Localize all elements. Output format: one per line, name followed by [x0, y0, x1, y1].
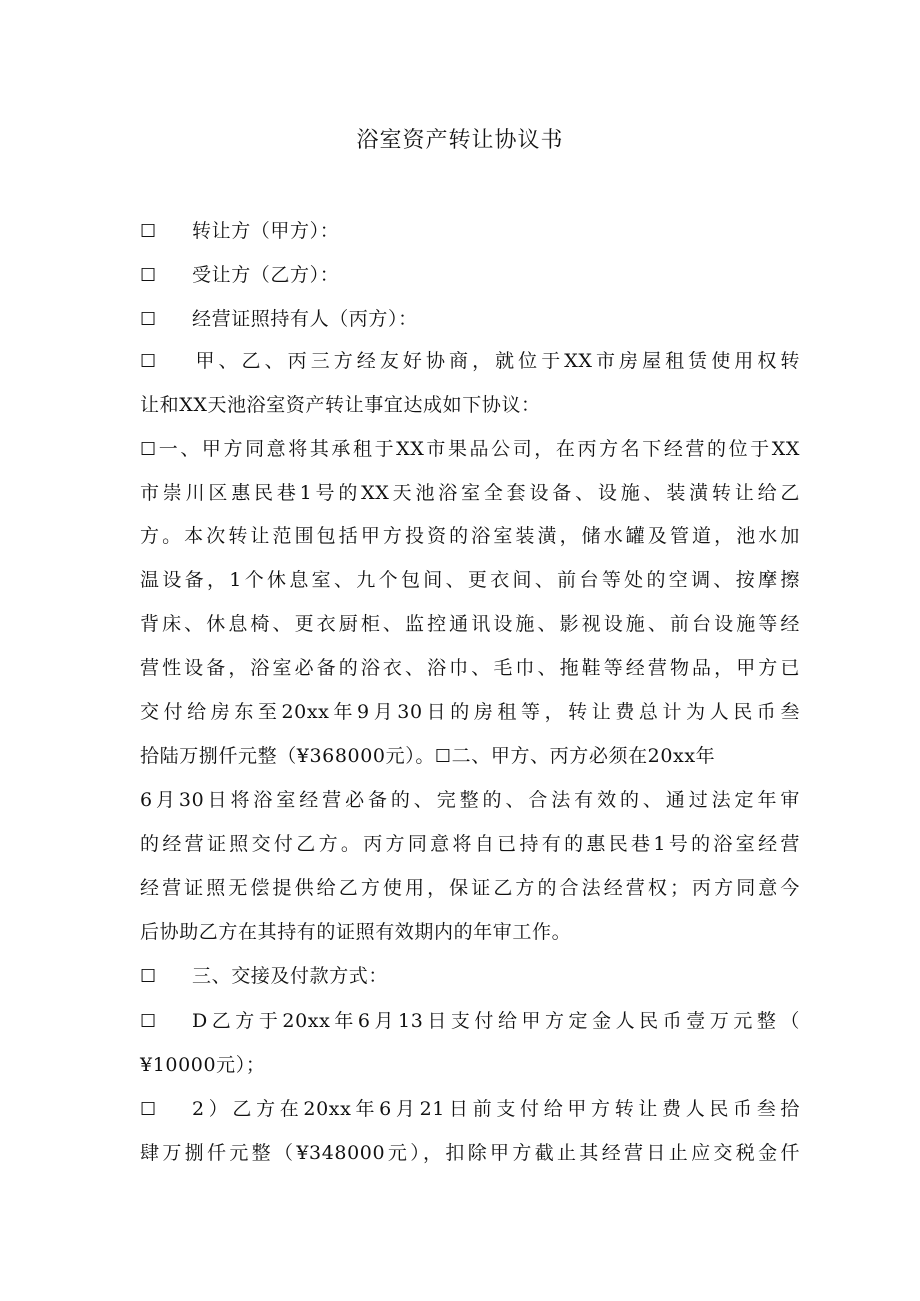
clause-two-line-3: 的经营证照交付乙方。丙方同意将自已持有的惠民巷1号的浴室经营 [140, 833, 800, 855]
clause-two-line-2: 6月30日将浴室经营必备的、完整的、合法有效的、通过法定年审 [140, 789, 800, 811]
clause-one-line-1 [140, 433, 800, 466]
page-title: 浴室资产转让协议书 [356, 128, 564, 153]
checkbox-icon: ☐ [140, 1099, 157, 1120]
checkbox-icon: ☐ [140, 439, 157, 460]
line-text: 二、甲方、丙方必须在20xx年 [451, 745, 716, 767]
party-b-line [140, 259, 800, 292]
line-text: 拾陆万捌仟元整（¥368000元）。 [140, 745, 435, 767]
line-text: 经营证照持有人（丙方）： [192, 308, 418, 330]
clause-one-two-line [140, 740, 800, 773]
payment-item-2-line-1 [140, 1093, 800, 1126]
clause-one-line-7: 交付给房东至20xx年9月30日的房租等，转让费总计为人民币叁 [140, 701, 800, 723]
checkbox-icon: ☐ [140, 966, 157, 987]
preamble-line-1 [140, 345, 800, 378]
checkbox-icon: ☐ [140, 309, 157, 330]
line-text: 受让方（乙方）： [192, 264, 340, 286]
party-a-line [140, 215, 800, 248]
clause-two-line-5: 后协助乙方在其持有的证照有效期内的年审工作。 [140, 921, 572, 943]
checkbox-icon: ☐ [140, 221, 157, 242]
clause-one-line-3: 方。本次转让范围包括甲方投资的浴室装潢，储水罐及管道，池水加 [140, 525, 800, 547]
preamble-line-2: 让和XX天池浴室资产转让事宜达成如下协议： [140, 394, 541, 416]
checkbox-icon: ☐ [140, 351, 157, 372]
line-text: 甲、乙、丙三方经友好协商，就位于XX市房屋租赁使用权转 [192, 350, 800, 372]
clause-two-line-4: 经营证照无偿提供给乙方使用，保证乙方的合法经营权；丙方同意今 [140, 877, 800, 899]
line-text: 2）乙方在20xx年6月21日前支付给甲方转让费人民币叁拾 [192, 1098, 800, 1120]
clause-one-line-4: 温设备，1个休息室、九个包间、更衣间、前台等处的空调、按摩擦 [140, 569, 800, 591]
payment-item-1-line-1 [140, 1005, 800, 1038]
checkbox-icon: ☐ [434, 746, 452, 767]
line-text: 一、甲方同意将其承租于XX市果品公司，在丙方名下经营的位于XX [156, 438, 800, 460]
payment-item-1-line-2: ¥10000元）； [140, 1054, 266, 1076]
clause-one-line-2: 市崇川区惠民巷1号的XX天池浴室全套设备、设施、装潢转让给乙 [140, 482, 800, 504]
clause-three-heading [140, 960, 800, 993]
line-text: 转让方（甲方）： [192, 220, 340, 242]
checkbox-icon: ☐ [140, 265, 157, 286]
line-text: D乙方于20xx年6月13日支付给甲方定金人民币壹万元整（ [192, 1010, 800, 1032]
line-text: 三、交接及付款方式： [192, 965, 389, 987]
payment-item-2-line-2: 肆万捌仟元整（¥348000元），扣除甲方截止其经营日止应交税金仟 [140, 1142, 800, 1164]
checkbox-icon: ☐ [140, 1011, 157, 1032]
party-c-line [140, 303, 800, 336]
clause-one-line-6: 营性设备，浴室必备的浴衣、浴巾、毛巾、拖鞋等经营物品，甲方已 [140, 657, 800, 679]
clause-one-line-5: 背床、休息椅、更衣厨柜、监控通讯设施、影视设施、前台设施等经 [140, 613, 800, 635]
